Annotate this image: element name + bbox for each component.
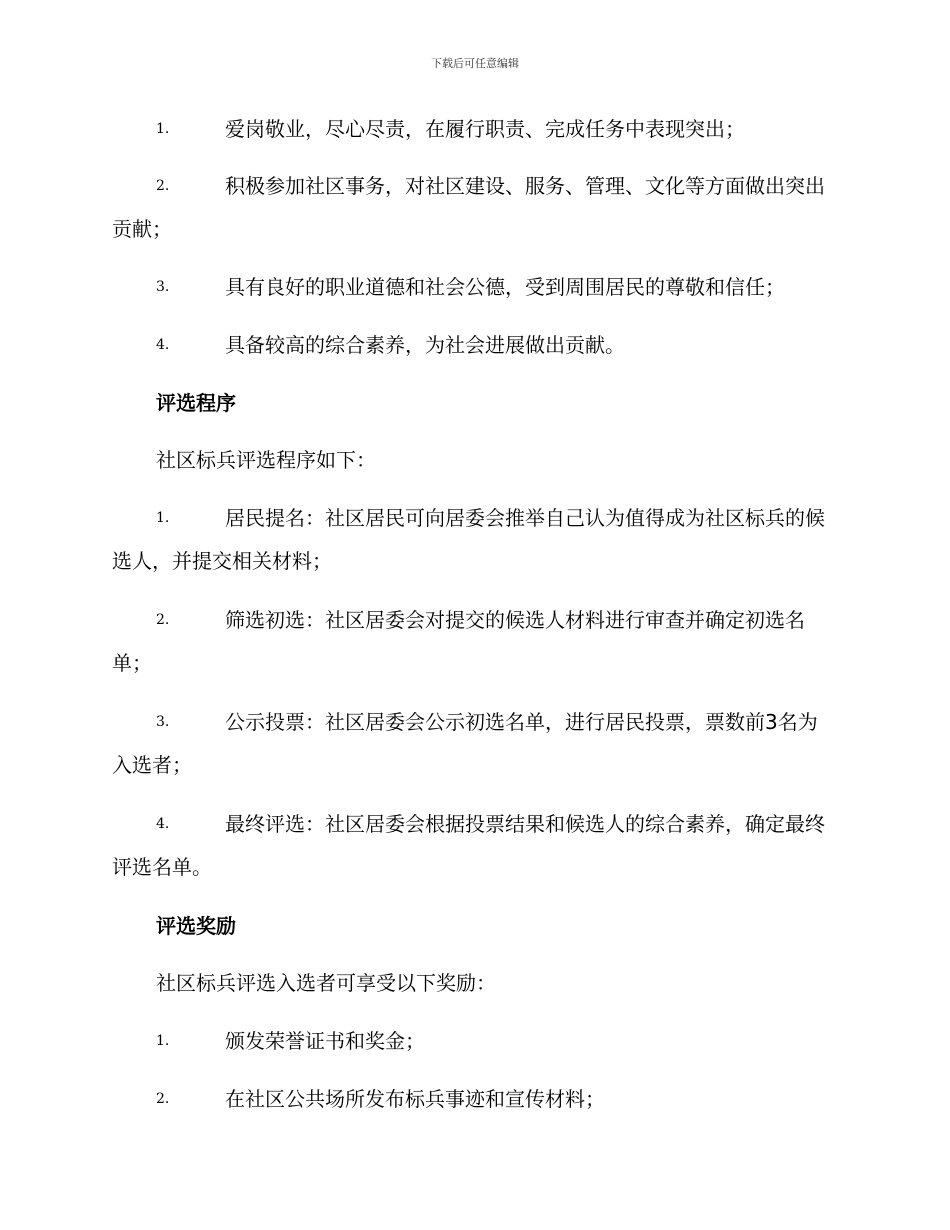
procedure-item-3 <box>112 701 834 787</box>
list-text: 居民提名：社区居民可向居委会推举自己认为值得成为社区标兵的候选人，并提交相关材料； <box>112 506 825 573</box>
list-number: 1. <box>156 121 170 137</box>
list-text: 筛选初选：社区居委会对提交的候选人材料进行审查并确定初选名单； <box>112 608 805 675</box>
list-text: 最终评选：社区居委会根据投票结果和候选人的综合素养，确定最终评选名单。 <box>112 812 825 879</box>
list-text: 颁发荣誉证书和奖金； <box>225 1029 425 1053</box>
procedure-item-1 <box>112 497 834 583</box>
list-number: 1. <box>156 1033 170 1049</box>
list-number: 4. <box>156 337 170 353</box>
rewards-heading: 评选奖励 <box>156 914 236 938</box>
procedure-intro: 社区标兵评选程序如下： <box>156 448 376 472</box>
rewards-item-2 <box>112 1078 834 1121</box>
list-number: 3. <box>156 714 170 730</box>
list-text: 爱岗敬业，尽心尽责，在履行职责、完成任务中表现突出； <box>225 117 745 141</box>
list-number: 2. <box>156 612 170 628</box>
procedure-heading: 评选程序 <box>156 391 236 415</box>
list-text: 具有良好的职业道德和社会公德，受到周围居民的尊敬和信任； <box>225 275 785 299</box>
criteria-item-3 <box>112 266 834 309</box>
rewards-item-1 <box>112 1020 834 1063</box>
page-header: 下载后可任意编辑 <box>431 57 519 70</box>
list-text: 具备较高的综合素养，为社会进展做出贡献。 <box>225 333 625 357</box>
list-text: 在社区公共场所发布标兵事迹和宣传材料； <box>225 1087 605 1111</box>
rewards-intro: 社区标兵评选入选者可享受以下奖励： <box>156 971 496 995</box>
list-text: 积极参加社区事务，对社区建设、服务、管理、文化等方面做出突出贡献； <box>112 174 825 241</box>
list-number: 3. <box>156 279 170 295</box>
procedure-item-2 <box>112 599 834 685</box>
list-text: 公示投票：社区居委会公示初选名单，进行居民投票，票数前3名为入选者； <box>112 710 818 777</box>
criteria-item-1 <box>112 108 834 151</box>
criteria-item-4 <box>112 324 834 367</box>
criteria-item-2 <box>112 165 834 251</box>
list-number: 1. <box>156 510 170 526</box>
list-number: 2. <box>156 1091 170 1107</box>
list-number: 4. <box>156 816 170 832</box>
list-number: 2. <box>156 178 170 194</box>
procedure-item-4 <box>112 803 834 889</box>
